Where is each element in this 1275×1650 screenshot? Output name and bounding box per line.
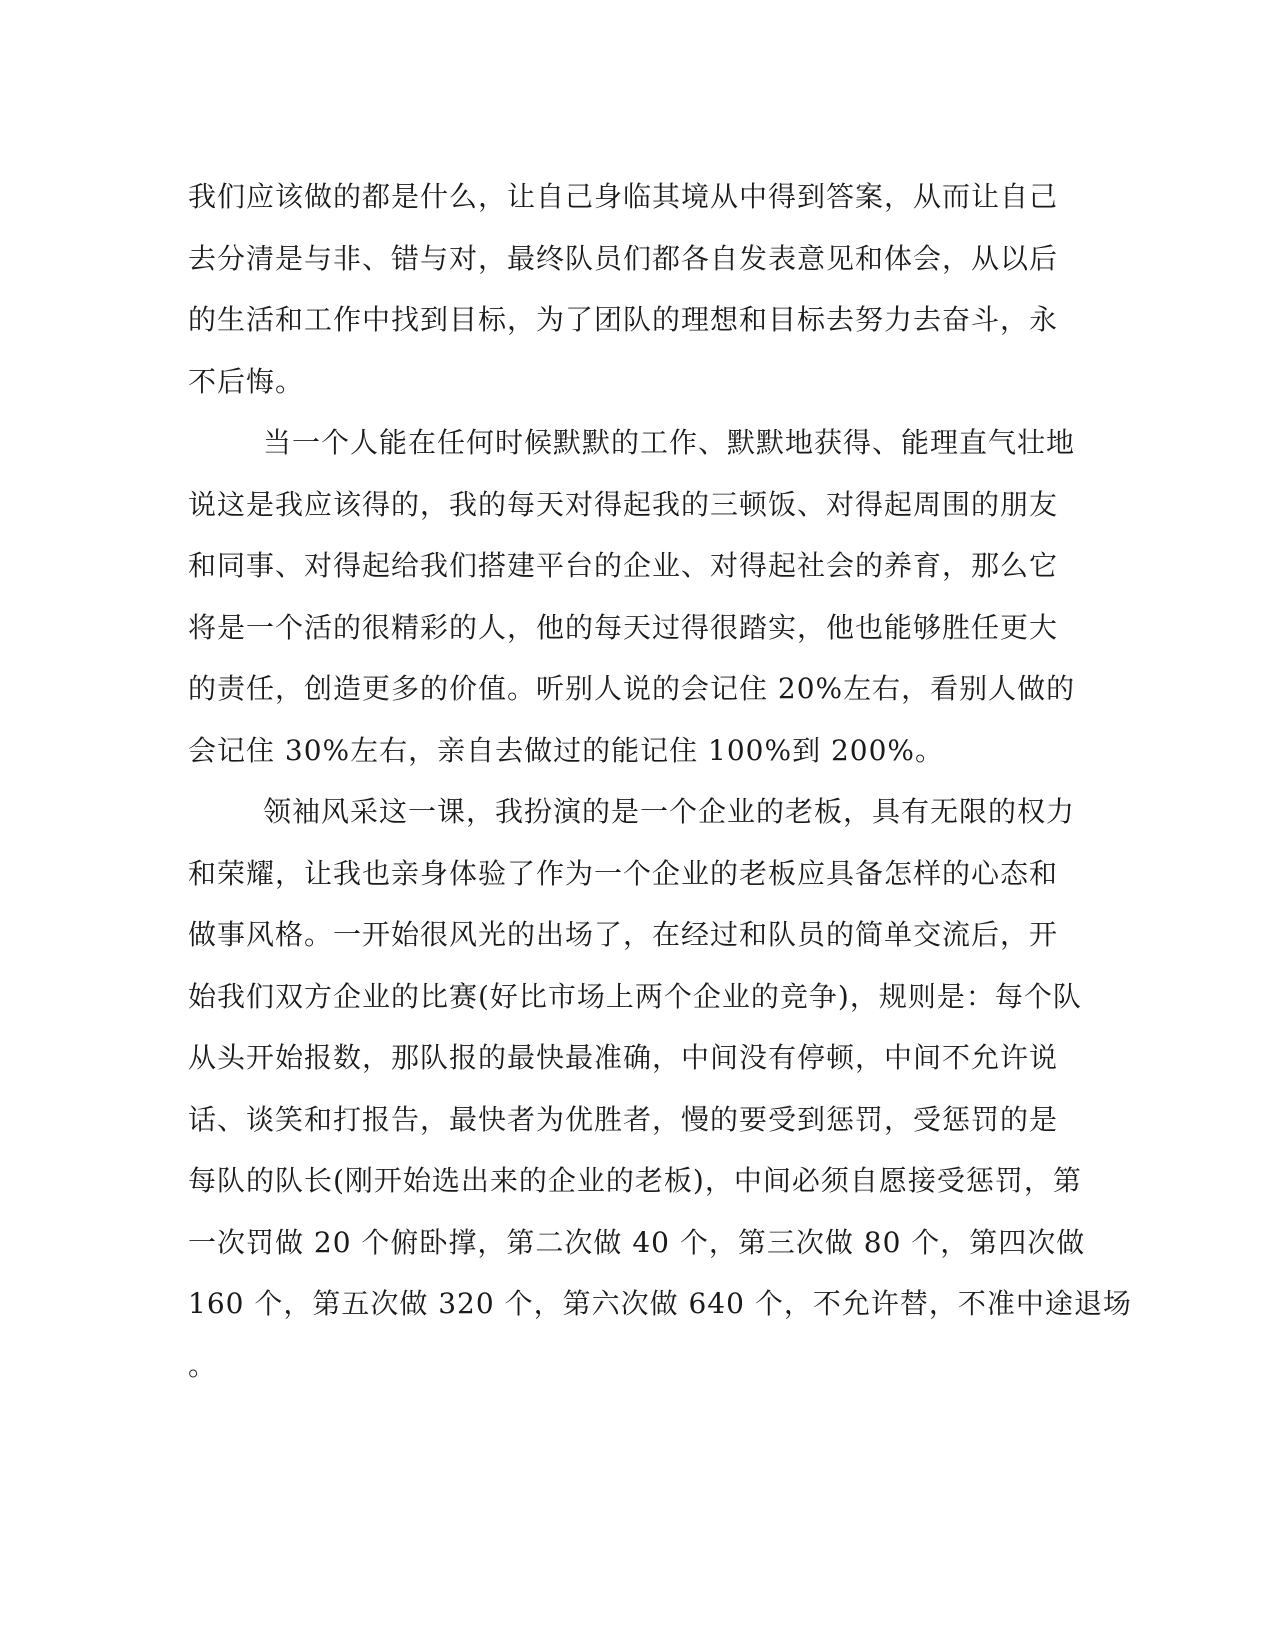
paragraph-1-line-2: 去分清是与非、错与对，最终队员们都各自发表意见和体会，从以后 xyxy=(188,241,1059,275)
paragraph-2-line-5: 的责任，创造更多的价值。听别人说的会记住 20%左右，看别人做的 xyxy=(188,672,1076,705)
paragraph-1-line-1: 我们应该做的都是什么，让自己身临其境从中得到答案，从而让自己 xyxy=(188,180,1059,213)
paragraph-2-line-2: 说这是我应该得的，我的每天对得起我的三顿饭、对得起周围的朋友 xyxy=(188,487,1059,521)
paragraph-2-line-6: 会记住 30%左右，亲自去做过的能记住 100%到 200%。 xyxy=(188,733,945,767)
paragraph-2-line-1: 当一个人能在任何时候默默的工作、默默地获得、能理直气壮地 xyxy=(263,426,1076,459)
paragraph-3-line-6: 话、谈笑和打报告，最快者为优胜者，慢的要受到惩罚，受惩罚的是 xyxy=(188,1102,1059,1136)
paragraph-2-line-3: 和同事、对得起给我们搭建平台的企业、对得起社会的养育，那么它 xyxy=(188,549,1059,582)
document-body xyxy=(188,166,1132,1396)
paragraph-3-line-3: 做事风格。一开始很风光的出场了，在经过和队员的简单交流后，开 xyxy=(188,918,1059,951)
paragraph-3-line-2: 和荣耀，让我也亲身体验了作为一个企业的老板应具备怎样的心态和 xyxy=(188,856,1059,890)
paragraph-3-line-8: 一次罚做 20 个俯卧撑，第二次做 40 个，第三次做 80 个，第四次做 xyxy=(188,1225,1086,1259)
paragraph-1-line-3: 的生活和工作中找到目标，为了团队的理想和目标去努力去奋斗，永 xyxy=(188,303,1059,336)
paragraph-1-line-4: 不后悔。 xyxy=(188,364,305,398)
paragraph-3-line-5: 从头开始报数，那队报的最快最准确，中间没有停顿，中间不允许说 xyxy=(188,1041,1059,1074)
paragraph-2-line-4: 将是一个活的很精彩的人，他的每天过得很踏实，他也能够胜任更大 xyxy=(188,610,1059,644)
paragraph-3-line-9: 160 个，第五次做 320 个，第六次做 640 个，不允许替，不准中途退场 xyxy=(188,1287,1132,1320)
paragraph-3-line-1: 领袖风采这一课，我扮演的是一个企业的老板，具有无限的权力 xyxy=(263,795,1076,828)
paragraph-3-line-10: 。 xyxy=(188,1348,218,1382)
paragraph-3-line-4: 始我们双方企业的比赛(好比市场上两个企业的竞争)，规则是：每个队 xyxy=(188,979,1082,1013)
paragraph-3-line-7: 每队的队长(刚开始选出来的企业的老板)，中间必须自愿接受惩罚，第 xyxy=(188,1164,1082,1197)
